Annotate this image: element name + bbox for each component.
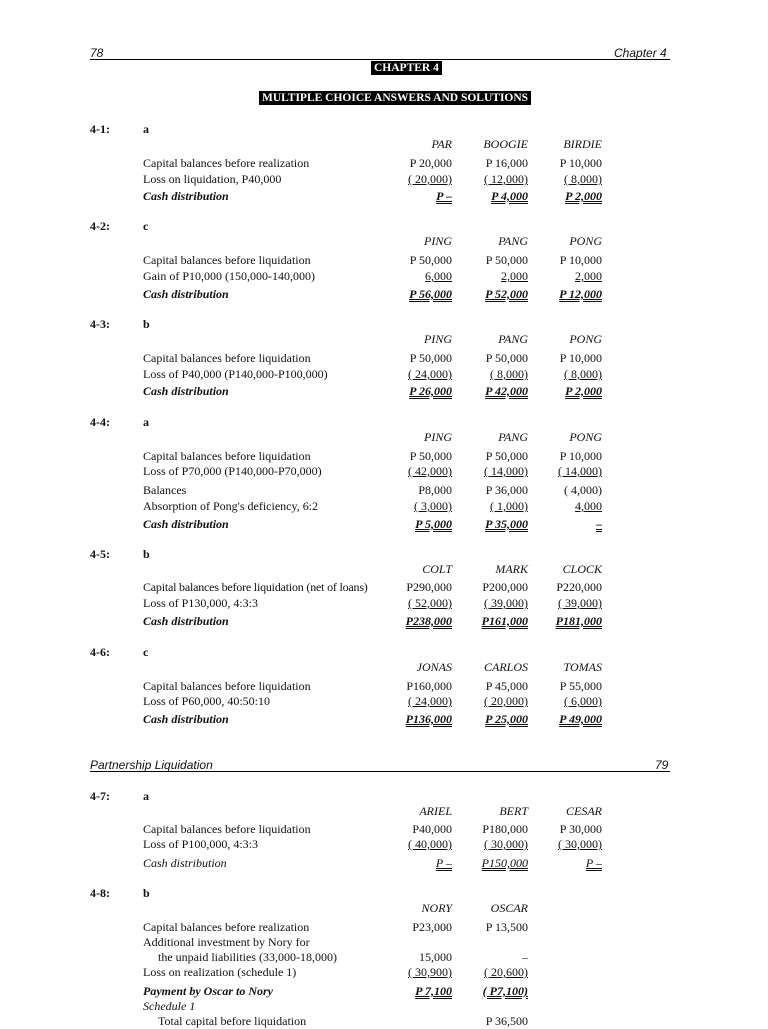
row-value: P 20,000 [409,156,452,170]
row-value: P 52,000 [485,287,528,301]
row-value: P 10,000 [559,351,602,365]
row-label: Capital balances before liquidation [143,822,311,836]
row-value: P 16,000 [485,156,528,170]
problem-answer: a [143,789,149,803]
row-label: Cash distribution [143,712,229,726]
row-label: Cash distribution [143,614,229,628]
problem-answer: c [143,645,149,659]
row-label: Loss of P40,000 (P140,000-P100,000) [143,367,328,381]
problem-answer: b [143,886,150,900]
page-number: 79 [655,758,669,772]
row-value: P 10,000 [559,449,602,463]
row-value: – [522,950,528,964]
row-value: P 7,100 [415,984,452,998]
problem-number: 4-8: [90,886,110,900]
row-label: Gain of P10,000 (150,000-140,000) [143,269,315,283]
column-header: BOOGIE [483,137,528,151]
problem-answer: a [143,122,149,136]
problem-number: 4-2: [90,219,110,233]
row-label: Absorption of Pong's deficiency, 6:2 [143,499,319,513]
row-value: P 2,000 [565,384,602,398]
row-value: ( 14,000) [558,464,602,478]
header-rule [90,59,670,60]
row-value: ( 3,000) [414,499,452,513]
row-label: Capital balances before liquidation [143,449,311,463]
row-value: – [596,517,602,531]
row-value: P 50,000 [485,449,528,463]
row-label: Capital balances before liquidation [143,351,311,365]
row-value: P 36,000 [485,483,528,497]
row-value: P40,000 [412,822,452,836]
row-value: P 49,000 [559,712,602,726]
row-label: Cash distribution [143,384,229,398]
row-value: ( 4,000) [564,483,602,497]
column-header: PANG [498,234,528,248]
row-value: P161,000 [481,614,528,628]
column-header: PING [424,234,452,248]
row-value: ( 24,000) [408,367,452,381]
row-label: Loss of P100,000, 4:3:3 [143,837,259,851]
row-value: P 56,000 [409,287,452,301]
column-header: BIRDIE [563,137,602,151]
column-header: ARIEL [419,804,452,818]
row-value: P150,000 [481,856,528,870]
row-value: P 55,000 [559,679,602,693]
row-value: P290,000 [406,580,452,594]
problem-number: 4-7: [90,789,110,803]
problem-number: 4-5: [90,547,110,561]
row-value: P 50,000 [485,351,528,365]
row-label: Loss of P60,000, 40:50:10 [143,694,271,708]
row-label: Capital balances before liquidation [143,253,311,267]
row-value: ( 1,000) [490,499,528,513]
row-value: P200,000 [482,580,528,594]
column-header: PONG [569,234,602,248]
row-value: P238,000 [405,614,452,628]
row-value: P181,000 [555,614,602,628]
row-value: P 50,000 [409,351,452,365]
row-value: P220,000 [556,580,602,594]
row-value: P 50,000 [409,253,452,267]
row-value: ( 14,000) [484,464,528,478]
row-value: P – [585,856,602,870]
row-value: 6,000 [425,269,452,283]
row-label: Capital balances before liquidation [143,679,311,693]
row-value: ( 8,000) [564,367,602,381]
problem-answer: b [143,317,150,331]
column-header: PONG [569,430,602,444]
row-value: P 45,000 [485,679,528,693]
column-header: PONG [569,332,602,346]
column-header: CARLOS [483,660,528,674]
row-label: Loss on liquidation, P40,000 [143,172,282,186]
row-value: ( 30,000) [558,837,602,851]
row-label: Loss of P70,000 (P140,000-P70,000) [143,464,322,478]
row-label: Capital balances before realization [143,156,310,170]
column-header: MARK [495,562,528,576]
row-value: P 12,000 [559,287,602,301]
row-label: Cash distribution [143,189,229,203]
row-value: P 25,000 [485,712,528,726]
column-header: PANG [498,332,528,346]
row-label: Additional investment by Nory for [143,935,310,949]
row-value: 4,000 [575,499,602,513]
column-header: TOMAS [563,660,602,674]
row-value: ( 52,000) [408,596,452,610]
column-header: PANG [498,430,528,444]
problem-number: 4-4: [90,415,110,429]
row-value: 2,000 [575,269,602,283]
row-label: the unpaid liabilities (33,000-18,000) [158,950,337,964]
row-value: P 30,000 [559,822,602,836]
row-value: P – [436,189,452,203]
row-value: ( 20,000) [484,694,528,708]
problem-answer: b [143,547,150,561]
row-value: P8,000 [418,483,452,497]
problem-answer: a [143,415,149,429]
problem-number: 4-3: [90,317,110,331]
row-value: P23,000 [412,920,452,934]
row-value: P136,000 [405,712,452,726]
schedule-label: Schedule 1 [143,999,196,1013]
row-label: Capital balances before realization [143,920,310,934]
row-value: 15,000 [419,950,452,964]
row-value: P 2,000 [565,189,602,203]
row-value: P 10,000 [559,253,602,267]
column-header: PING [424,430,452,444]
column-header: CLOCK [562,562,602,576]
column-header: CESAR [566,804,602,818]
row-value: P 26,000 [409,384,452,398]
row-value: ( 30,000) [484,837,528,851]
row-value: P160,000 [406,679,452,693]
row-label: Cash distribution [143,287,229,301]
page-number: 78 [90,46,104,60]
row-value: P – [435,856,452,870]
row-value: P 50,000 [485,253,528,267]
row-value: P 4,000 [491,189,528,203]
row-value: ( 42,000) [408,464,452,478]
column-header: PAR [431,137,452,151]
row-value: ( 6,000) [564,694,602,708]
row-value: P180,000 [482,822,528,836]
row-value: ( 40,000) [408,837,452,851]
row-value: ( 8,000) [490,367,528,381]
row-label: Loss of P130,000, 4:3:3 [143,596,259,610]
row-label: Balances [143,483,187,497]
row-value: P 10,000 [559,156,602,170]
row-value: ( P7,100) [482,984,528,998]
problem-number: 4-6: [90,645,110,659]
row-value: ( 24,000) [408,694,452,708]
row-value: 2,000 [501,269,528,283]
row-value: ( 39,000) [484,596,528,610]
row-value: ( 20,000) [408,172,452,186]
row-value: ( 30,900) [408,965,452,979]
row-value: ( 39,000) [558,596,602,610]
chapter-header: Chapter 4 [614,46,667,60]
row-value: P 5,000 [415,517,452,531]
row-value: ( 20,600) [484,965,528,979]
row-value: ( 8,000) [564,172,602,186]
row-label: Total capital before liquidation [158,1014,307,1028]
row-value: P 36,500 [485,1014,528,1028]
row-label: Capital balances before liquidation (net of loans) [143,580,368,594]
column-header: COLT [422,562,452,576]
column-header: OSCAR [490,901,528,915]
chapter-banner: CHAPTER 4 [371,61,442,75]
row-label: Payment by Oscar to Nory [143,984,273,998]
row-label: Loss on realization (schedule 1) [143,965,297,979]
row-value: P 35,000 [485,517,528,531]
row-value: P 13,500 [485,920,528,934]
header-rule [90,771,670,772]
row-label: Cash distribution [143,517,229,531]
row-value: P 50,000 [409,449,452,463]
column-header: NORY [421,901,452,915]
row-label: Cash distribution [143,856,227,870]
column-header: BERT [499,804,528,818]
running-title: Partnership Liquidation [90,758,213,772]
column-header: PING [424,332,452,346]
row-value: P 42,000 [485,384,528,398]
section-banner: MULTIPLE CHOICE ANSWERS AND SOLUTIONS [259,91,531,105]
column-header: JONAS [416,660,452,674]
problem-answer: c [143,219,149,233]
problem-number: 4-1: [90,122,110,136]
row-value: ( 12,000) [484,172,528,186]
